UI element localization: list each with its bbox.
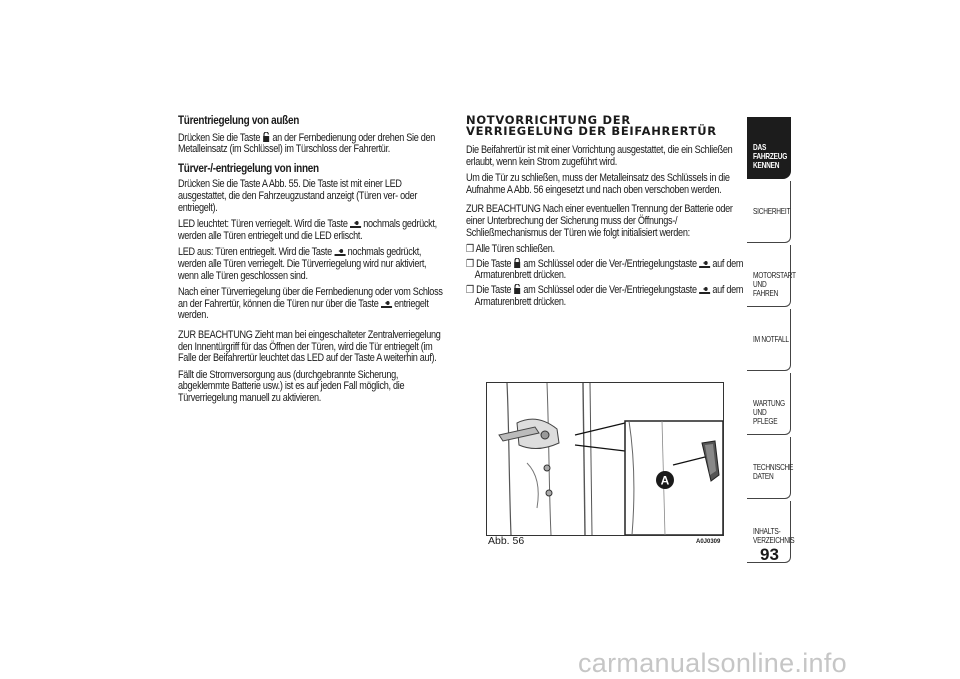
bullet-close-doors: ❒ Alle Türen schließen.: [466, 243, 555, 256]
paragraph-device: Die Beifahrertür ist mit einer Vorrichtung ausgestattet, die ein Schließen erlaubt, wenn kein Strom zugeführt wird.: [466, 144, 733, 168]
tab-im-notfall[interactable]: [747, 309, 791, 371]
paragraph-led-button: Drücken Sie die Taste A Abb. 55. Die Taste ist mit einer LED ausgestattet, die den Fahrzeugzustand anzeigt (Türen ver- oder entriegelt).: [178, 178, 418, 214]
text-fragment: auf dem Armaturenbrett drücken.: [474, 257, 744, 282]
heading-line: NOTVORRICHTUNG DER: [466, 113, 631, 127]
padlock-open-icon: [262, 132, 270, 142]
tab-technische-daten[interactable]: [747, 437, 794, 499]
page-number: 93: [760, 545, 779, 564]
padlock-closed-icon: [513, 258, 521, 268]
tab-label: PFLEGE: [753, 417, 778, 426]
door-lock-key-icon: [699, 286, 710, 294]
text-fragment: auf dem Armaturenbrett drücken.: [474, 283, 744, 308]
heading-exterior-unlock: Türentriegelung von außen: [178, 114, 300, 127]
text-fragment: nochmals gedrückt, werden alle Türen entriegelt und die LED erlischt.: [178, 218, 437, 242]
tab-label: DAS FAHRZEUG: [753, 143, 788, 161]
tab-label: VERZEICHNIS: [753, 536, 795, 545]
tab-label: MOTORSTART UND: [753, 271, 796, 289]
door-lock-key-icon: [334, 248, 345, 256]
door-lock-key-icon: [350, 220, 361, 228]
tab-das-fahrzeug-kennen[interactable]: [747, 117, 791, 179]
text-fragment: ❒ Die Taste: [466, 283, 514, 296]
chapter-tabs: [747, 117, 796, 565]
text-fragment: an der Fernbedienung oder drehen Sie den Metalleinsatz (im Schlüssel) im Türschloss der Fahrertür.: [178, 131, 436, 156]
text-fragment: am Schlüssel oder die Ver-/Entriegelungstaste: [521, 283, 699, 296]
paragraph-close-door: Um die Tür zu schließen, muss der Metalleinsatz des Schlüssels in die Aufnahme A Abb. 56 eingesetzt und nach oben verschoben werden.: [466, 172, 730, 196]
paragraph-note-handle: ZUR BEACHTUNG Zieht man bei eingeschalteter Zentralverriegelung den Innentürgriff für das Öffnen der Türen, wird die Tür entriegelt (im Falle der Beifahrertür leuchtet das LED auf der Taste A weiterhin auf).: [178, 328, 441, 365]
door-lock-key-icon: [381, 300, 392, 308]
paragraph-power-failure: Fällt die Stromversorgung aus (durchgebrannte Sicherung, abgeklemmte Batterie usw.) ist es auf jeden Fall möglich, die Türverriegelung manuell zu aktivieren.: [178, 368, 405, 404]
text-fragment: LED aus: Türen entriegelt. Wird die Taste: [178, 246, 335, 259]
right-column: [466, 113, 744, 313]
paragraph-led-on: [178, 219, 447, 242]
paragraph-led-off: [178, 247, 447, 282]
tab-motorstart-und-fahren[interactable]: [747, 245, 796, 307]
section-heading: [466, 115, 738, 137]
text-fragment: Nach einer Türverriegelung über die Fernbedienung oder vom Schloss an der Fahrertür, können die Türen nur über die Taste: [178, 286, 443, 310]
heading-interior-lock: Türver-/-entriegelung von innen: [178, 161, 319, 175]
figure-caption: Abb. 56: [488, 535, 525, 547]
tab-label: WARTUNG UND: [753, 399, 785, 417]
tab-sicherheit[interactable]: [747, 181, 791, 243]
watermark-text[interactable]: carmanualsonline.info: [578, 648, 847, 678]
text-fragment: entriegelt werden.: [178, 297, 429, 322]
tab-label: IM NOTFALL: [753, 335, 789, 344]
door-lock-key-icon: [699, 260, 710, 268]
text-fragment: LED leuchtet: Türen verriegelt. Wird die Taste: [178, 218, 350, 231]
tab-label: KENNEN: [753, 161, 780, 170]
door-lock-drawing: [487, 383, 723, 535]
text-fragment: Drücken Sie die Taste: [178, 131, 263, 144]
tab-label: SICHERHEIT: [753, 207, 791, 216]
tab-label: TECHNISCHE DATEN: [753, 463, 794, 481]
paragraph-exterior-unlock: [178, 132, 447, 156]
bullet-unlock-step: [466, 284, 746, 308]
paragraph-remote-lock: [178, 287, 447, 322]
left-column: [178, 115, 448, 409]
figure-code: A0J0309: [696, 539, 721, 545]
tab-wartung-und-pflege[interactable]: [747, 373, 791, 435]
tab-label: FAHREN: [753, 289, 779, 298]
label-a-text: A: [660, 473, 670, 488]
figure-door-lock-illustration: [486, 382, 724, 536]
tab-label: INHALTS-: [753, 527, 781, 536]
text-fragment: nochmals gedrückt, werden alle Türen verriegelt. Die Türverriegelung wird nur aktiviert, wenn alle Türen geschlossen sind.: [178, 246, 427, 282]
text-fragment: am Schlüssel oder die Ver-/Entriegelungstaste: [521, 257, 699, 270]
text-fragment: ❒ Die Taste: [466, 257, 514, 270]
paragraph-note-init: ZUR BEACHTUNG Nach einer eventuellen Trennung der Batterie oder einer Unterbrechung der Sicherung muss der Öffnungs-/ Schließmechanismus der Türen wie folgt initialisiert werden:: [466, 203, 733, 239]
heading-line: VERRIEGELUNG DER BEIFAHRERTÜR: [466, 124, 717, 138]
padlock-open-icon: [513, 284, 521, 294]
bullet-lock-step: [466, 258, 746, 282]
